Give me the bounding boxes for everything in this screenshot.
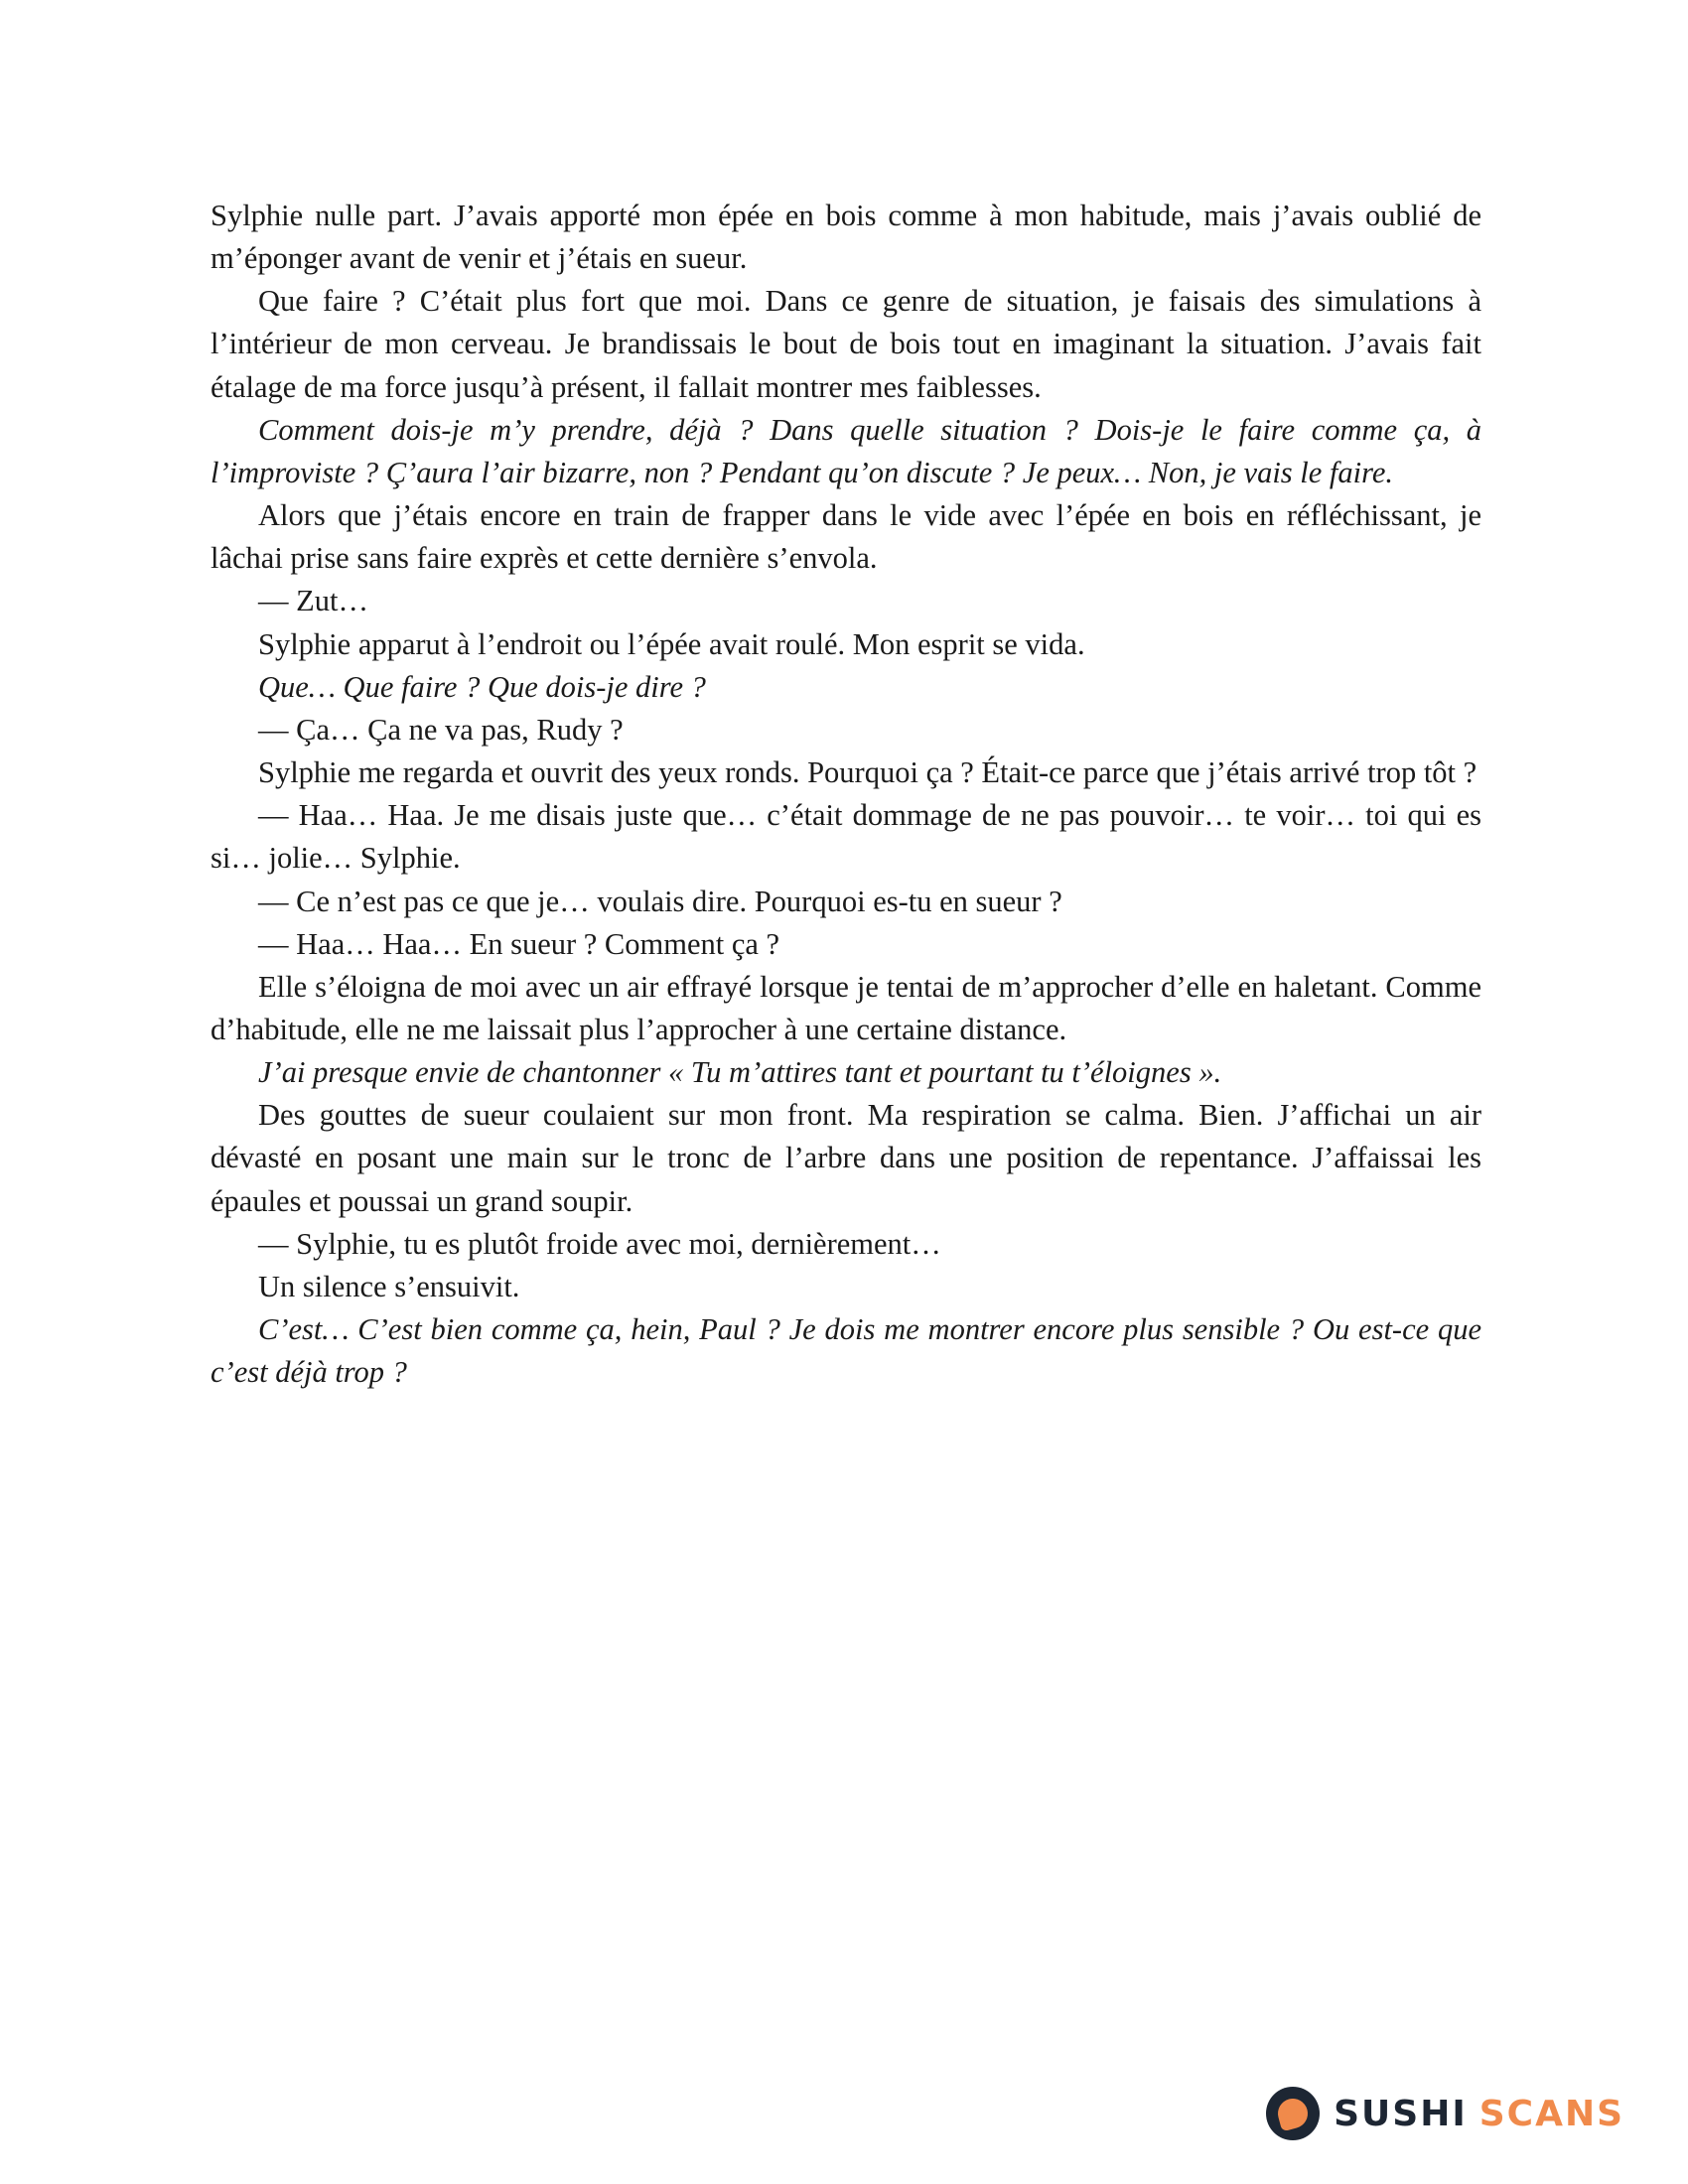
paragraph-dialogue: — Haa… Haa. Je me disais juste que… c’était dommage de ne pas pouvoir… te voir… toi qui es si… jolie… Sylphie. xyxy=(211,798,1481,876)
paragraph: Sylphie nulle part. J’avais apporté mon épée en bois comme à mon habitude, mais j’avais oublié de m’éponger avant de venir et j’étais en sueur. xyxy=(211,199,1481,276)
paragraph-italic: J’ai presque envie de chantonner « Tu m’attires tant et pourtant tu t’éloignes ». xyxy=(258,1055,1222,1090)
paragraph-dialogue: — Ça… Ça ne va pas, Rudy ? xyxy=(258,712,624,747)
paragraph-dialogue: — Ce n’est pas ce que je… voulais dire. Pourquoi es-tu en sueur ? xyxy=(258,884,1062,918)
paragraph: Que faire ? C’était plus fort que moi. Dans ce genre de situation, je faisais des simulations à l’intérieur de mon cerveau. Je brandissais le bout de bois tout en imaginant la situation. J’avais fait étalage de ma force jusqu’à présent, il fallait montrer mes faiblesses. xyxy=(211,284,1481,404)
paragraph: Alors que j’étais encore en train de frapper dans le vide avec l’épée en bois en réfléchissant, je lâchai prise sans faire exprès et cette dernière s’envola. xyxy=(211,498,1481,576)
sushi-logo-icon xyxy=(1266,2087,1320,2140)
paragraph: Sylphie me regarda et ouvrit des yeux ronds. Pourquoi ça ? Était-ce parce que j’étais arrivé trop tôt ? xyxy=(258,755,1477,790)
watermark-brand-second: SCANS xyxy=(1478,2093,1624,2134)
paragraph-dialogue: — Haa… Haa… En sueur ? Comment ça ? xyxy=(258,926,780,961)
paragraph-dialogue: — Zut… xyxy=(258,584,368,618)
paragraph-italic: Comment dois-je m’y prendre, déjà ? Dans quelle situation ? Dois-je le faire comme ça, à l’improviste ? Ç’aura l’air bizarre, non ? Pendant qu’on discute ? Je peux… Non, je vais le faire. xyxy=(211,412,1481,489)
watermark-text xyxy=(1334,2094,1624,2134)
paragraph: Elle s’éloigna de moi avec un air effrayé lorsque je tentai de m’approcher d’elle en haletant. Comme d’habitude, elle ne me laissait plus l’approcher à une certaine distance. xyxy=(211,969,1481,1046)
paragraph-italic: C’est… C’est bien comme ça, hein, Paul ? Je dois me montrer encore plus sensible ? Ou est-ce que c’est déjà trop ? xyxy=(211,1312,1481,1390)
paragraph: Sylphie apparut à l’endroit ou l’épée avait roulé. Mon esprit se vida. xyxy=(258,626,1085,661)
paragraph-dialogue: — Sylphie, tu es plutôt froide avec moi, dernièrement… xyxy=(258,1226,941,1261)
watermark-brand-first: SUSHI xyxy=(1334,2093,1468,2134)
watermark xyxy=(1266,2087,1624,2140)
paragraph: Des gouttes de sueur coulaient sur mon front. Ma respiration se calma. Bien. J’affichai un air dévasté en posant une main sur le tronc de l’arbre dans une position de repentance. J’affaissai les épaules et poussai un grand soupir. xyxy=(211,1098,1481,1218)
paragraph: Un silence s’ensuivit. xyxy=(258,1269,520,1303)
body-text-column xyxy=(211,195,1481,1394)
paragraph-italic: Que… Que faire ? Que dois-je dire ? xyxy=(258,669,706,704)
